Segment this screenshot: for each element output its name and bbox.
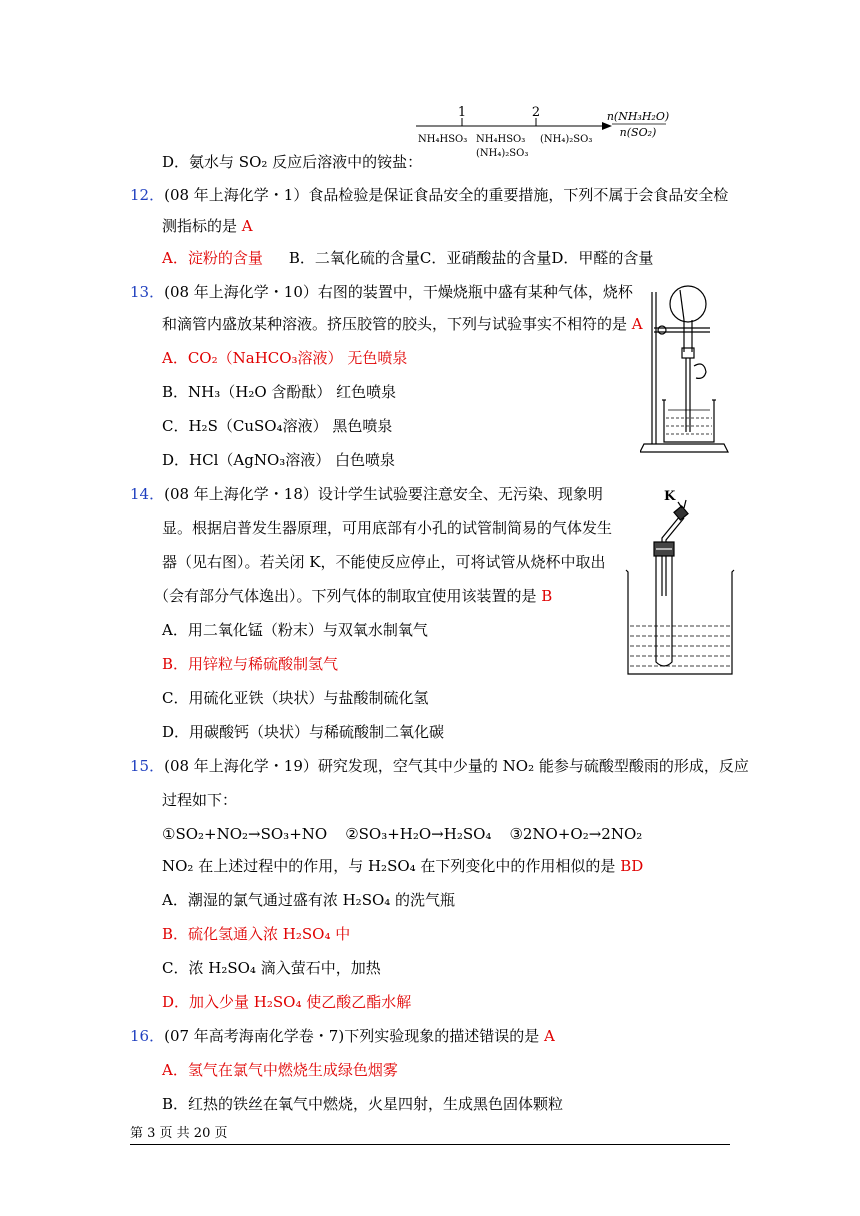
q15-answer: BD <box>620 857 644 875</box>
q15-reaction-2: ②SO₃+H₂O→H₂SO₄ <box>345 825 492 843</box>
q13-answer: A <box>631 315 643 333</box>
q13-stem-line2 <box>162 314 643 334</box>
q14-stem-line1 <box>130 484 603 504</box>
q15-reaction-1: ①SO₂+NO₂→SO₃+NO <box>162 825 328 843</box>
q15-stem-text-3: NO₂ 在上述过程中的作用，与 H₂SO₄ 在下列变化中的作用相似的是 <box>162 857 621 875</box>
q15-option-b: B．硫化氢通入浓 H₂SO₄ 中 <box>162 925 351 943</box>
tick-1-label: 1 <box>457 105 467 120</box>
q12-stem-text-2: 测指标的是 <box>162 217 242 235</box>
q13-number: 13． <box>130 283 165 301</box>
q12-stem-line1 <box>130 185 728 205</box>
q12-stem-text: (08 年上海化学・1）食品检验是保证食品安全的重要措施，下列不属于会食品安全检 <box>164 186 729 204</box>
region-2-label-b: (NH₄)₂SO₃ <box>476 148 529 159</box>
q13-stem-text-2: 和滴管内盛放某种溶液。挤压胶管的胶头，下列与试验事实不相符的是 <box>162 315 632 333</box>
q15-stem-text: (08 年上海化学・19）研究发现，空气其中少量的 NO₂ 能参与硫酸型酸雨的形成，反应 <box>164 757 749 775</box>
axis-label-denominator: n(SO₂) <box>619 126 657 139</box>
q16-stem-text: (07 年高考海南化学卷・7)下列实验现象的描述错误的是 <box>164 1027 544 1045</box>
q16-option-a: A．氢气在氯气中燃烧生成绿色烟雾 <box>162 1061 398 1079</box>
fountain-apparatus-figure <box>640 282 730 458</box>
q16-stem <box>130 1026 555 1046</box>
q15-option-c: C．浓 H₂SO₄ 滴入萤石中，加热 <box>162 959 381 977</box>
q15-stem-line3 <box>162 856 643 876</box>
q14-stem-line4 <box>154 586 552 606</box>
q16-answer: A <box>543 1027 555 1045</box>
q13-option-c: C．H₂S（CuSO₄溶液） 黑色喷泉 <box>162 417 393 435</box>
simple-gas-generator-figure <box>620 486 740 678</box>
q15-stem-line1 <box>130 756 749 776</box>
q13-stem-line1 <box>130 282 633 302</box>
q15-number: 15． <box>130 757 165 775</box>
q15-option-a: A．潮湿的氯气通过盛有浓 H₂SO₄ 的洗气瓶 <box>162 891 456 909</box>
valve-k-label: K <box>664 489 676 504</box>
q12-option-d: D．甲醛的含量 <box>551 249 654 267</box>
q15-stem-line2: 过程如下： <box>162 791 238 809</box>
q12-number: 12． <box>130 186 165 204</box>
q14-answer: B <box>541 587 553 605</box>
q11-option-d: D．氨水与 SO₂ 反应后溶液中的铵盐： <box>162 153 423 171</box>
region-3-label: (NH₄)₂SO₃ <box>540 134 593 145</box>
q16-option-b: B．红热的铁丝在氧气中燃烧，火星四射，生成黑色固体颗粒 <box>162 1095 564 1113</box>
q12-options <box>162 248 653 268</box>
q12-answer: A <box>241 217 253 235</box>
ammonium-salt-ratio-diagram <box>414 104 684 168</box>
q15-reactions <box>162 824 642 844</box>
q14-stem-text-4: （会有部分气体逸出）。下列气体的制取宜使用该装置的是 <box>154 587 542 605</box>
q13-stem-text: (08 年上海化学・10）右图的装置中，干燥烧瓶中盛有某种气体，烧杯 <box>164 283 633 301</box>
q14-stem-text: (08 年上海化学・18）设计学生试验要注意安全、无污染、现象明 <box>164 485 603 503</box>
q12-stem-line2 <box>162 216 253 236</box>
region-2-label-a: NH₄HSO₃ <box>476 134 526 145</box>
q12-option-a: A．淀粉的含量 <box>162 249 263 267</box>
q14-option-d: D．用碳酸钙（块状）与稀硫酸制二氧化碳 <box>162 723 445 741</box>
q12-option-c: C．亚硝酸盐的含量 <box>419 249 552 267</box>
q15-reaction-3: ③2NO+O₂→2NO₂ <box>509 825 643 843</box>
q16-number: 16． <box>130 1027 165 1045</box>
q14-stem-line2: 显。根据启普发生器原理，可用底部有小孔的试管制简易的气体发生 <box>162 519 613 537</box>
tick-2-label: 2 <box>531 105 541 120</box>
q15-option-d: D．加入少量 H₂SO₄ 使乙酸乙酯水解 <box>162 993 412 1011</box>
q14-stem-line3: 器（见右图）。若关闭 K，不能使反应停止，可将试管从烧杯中取出 <box>162 553 606 571</box>
footer-divider <box>130 1144 730 1145</box>
q14-number: 14． <box>130 485 165 503</box>
q13-option-b: B．NH₃（H₂O 含酚酞） 红色喷泉 <box>162 383 397 401</box>
q14-option-c: C．用硫化亚铁（块状）与盐酸制硫化氢 <box>162 689 429 707</box>
q13-option-a: A．CO₂（NaHCO₃溶液） 无色喷泉 <box>162 349 408 367</box>
q14-option-a: A．用二氧化锰（粉末）与双氧水制氧气 <box>162 621 428 639</box>
q14-option-b: B．用锌粒与稀硫酸制氢气 <box>162 655 339 673</box>
region-1-label: NH₄HSO₃ <box>418 134 468 145</box>
axis-label-numerator: n(NH₃H₂O) <box>606 110 670 123</box>
q12-option-b: B．二氧化硫的含量 <box>288 249 420 267</box>
page-number-footer: 第 3 页 共 20 页 <box>130 1126 228 1141</box>
q13-option-d: D．HCl（AgNO₃溶液） 白色喷泉 <box>162 451 396 469</box>
